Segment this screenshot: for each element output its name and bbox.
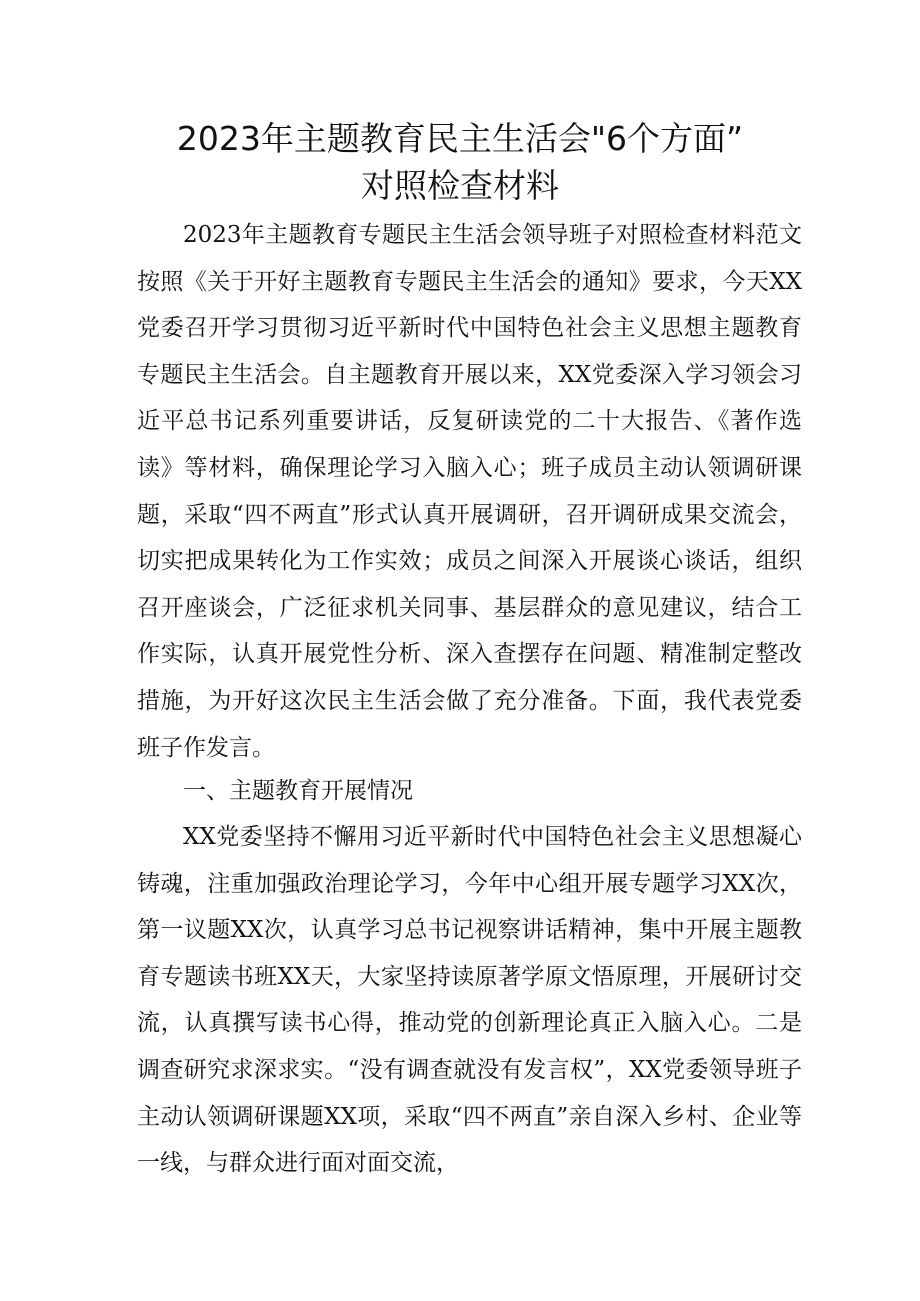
- intro-paragraph: 2023年主题教育专题民主生活会领导班子对照检查材料范文按照《关于开好主题教育专题民主生活会的通知》要求，今天XX党委召开学习贯彻习近平新时代中国特色社会主义思想主题教育专题民主生活会。自主题教育开展以来，XX党委深入学习领会习近平总书记系列重要讲话，反复研读党的二十大报告、《著作选读》等材料，确保理论学习入脑入心；班子成员主动认领调研课题，采取“四不两直”形式认真开展调研，召开调研成果交流会，切实把成果转化为工作实效；成员之间深入开展谈心谈话，组织召开座谈会，广泛征求机关同事、基层群众的意见建议，结合工作实际，认真开展党性分析、深入查摆存在问题、精准制定整改措施，为开好这次民主生活会做了充分准备。下面，我代表党委班子作发言。: [137, 222, 802, 761]
- section-paragraph: XX党委坚持不懈用习近平新时代中国特色社会主义思想凝心铸魂，注重加强政治理论学习，今年中心组开展专题学习XX次，第一议题XX次，认真学习总书记视察讲话精神，集中开展主题教育专题读书班XX天，大家坚持读原著学原文悟原理，开展研讨交流，认真撰写读书心得，推动党的创新理论真正入脑入心。二是调查研究求深求实。“没有调查就没有发言权”，XX党委领导班子主动认领调研课题XX项，采取“四不两直”亲自深入乡村、企业等一线，与群众进行面对面交流，: [137, 824, 802, 1177]
- section-heading: 一、主题教育开展情况: [183, 778, 413, 804]
- document-title-line-2: 对照检查材料: [361, 166, 559, 205]
- document-title-line-1: 2023年主题教育民主生活会"6个方面”: [176, 119, 744, 158]
